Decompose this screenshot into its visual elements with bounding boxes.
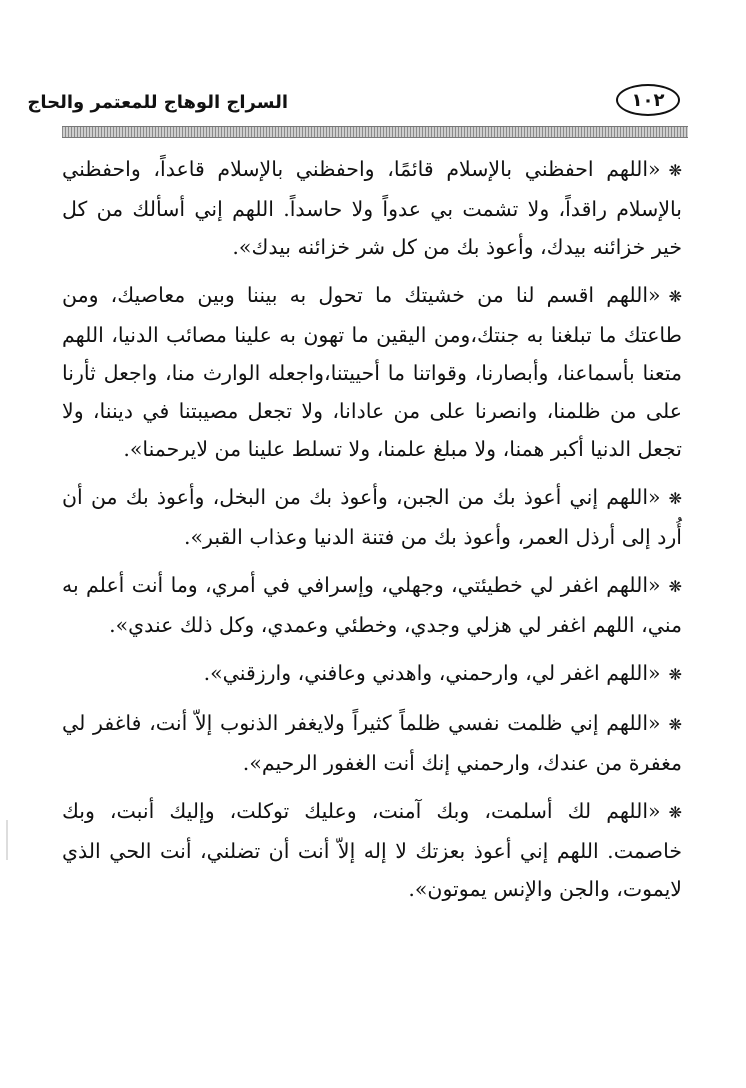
- supplication-entry: [62, 792, 682, 908]
- entry-text: «اللهم احفظني بالإسلام قائمًا، واحفظني بالإسلام قاعداً، واحفظني بالإسلام راقداً، ولا تشمت بي عدواً ولا حاسداً. اللهم إني أسألك من كل خير خزائنه بيدك، وأعوذ بك من كل شر خزائنه بيدك».: [62, 157, 682, 259]
- bullet-icon: ❋: [668, 803, 682, 822]
- scan-margin-mark: [6, 820, 8, 860]
- entry-text: «اللهم إني ظلمت نفسي ظلماً كثيراً ولايغفر الذنوب إلاّ أنت، فاغفر لي مغفرة من عندك، وارحمني إنك أنت الغفور الرحيم».: [62, 711, 682, 775]
- entry-text: «اللهم اغفر لي خطيئتي، وجهلي، وإسرافي في أمري، وما أنت أعلم به مني، اللهم اغفر لي هزلي وجدي، وخطئي وعمدي، وكل ذلك عندي».: [62, 573, 682, 637]
- page-number: ١٠٢: [616, 84, 680, 116]
- bullet-icon: ❋: [668, 161, 682, 180]
- entry-text: «اللهم إني أعوذ بك من الجبن، وأعوذ بك من البخل، وأعوذ بك من أن أُرد إلى أرذل العمر، وأعوذ بك من فتنة الدنيا وعذاب القبر».: [62, 485, 682, 549]
- entry-text: «اللهم اقسم لنا من خشيتك ما تحول به بيننا وبين معاصيك، ومن طاعتك ما تبلغنا به جنتك،ومن اليقين ما تهون به علينا مصائب الدنيا، اللهم متعنا بأسماعنا، وأبصارنا، وقواتنا ما أحييتنا،واجعله الوارث منا، واجعل ثأرنا على من ظلمنا، وانصرنا على من عادانا، ولا تجعل مصيبتنا في ديننا، ولا تجعل الدنيا أكبر همنا، ولا مبلغ علمنا، ولا تسلط علينا من لايرحمنا».: [62, 283, 682, 461]
- supplication-entry: [62, 276, 682, 468]
- bullet-icon: ❋: [668, 715, 682, 734]
- running-title: السراج الوهاج للمعتمر والحاج: [27, 92, 288, 113]
- bullet-icon: ❋: [668, 287, 682, 306]
- supplication-entry: [62, 654, 682, 694]
- scan-mark-icon: [6, 820, 8, 860]
- main-text: [62, 150, 682, 918]
- entry-text: «اللهم اغفر لي، وارحمني، واهدني وعافني، وارزقني».: [203, 661, 661, 685]
- bullet-icon: ❋: [668, 489, 682, 508]
- bullet-icon: ❋: [668, 665, 682, 684]
- supplication-entry: [62, 704, 682, 782]
- supplication-entry: [62, 566, 682, 644]
- bullet-icon: ❋: [668, 577, 682, 596]
- supplication-entry: [62, 150, 682, 266]
- header-rule: [62, 126, 688, 138]
- supplication-entry: [62, 478, 682, 556]
- entry-text: «اللهم لك أسلمت، وبك آمنت، وعليك توكلت، وإليك أنبت، وبك خاصمت. اللهم إني أعوذ بعزتك لا إله إلاّ أنت أن تضلني، أنت الحي الذي لايموت، والجن والإنس يموتون».: [62, 799, 682, 901]
- page-header: [27, 82, 688, 120]
